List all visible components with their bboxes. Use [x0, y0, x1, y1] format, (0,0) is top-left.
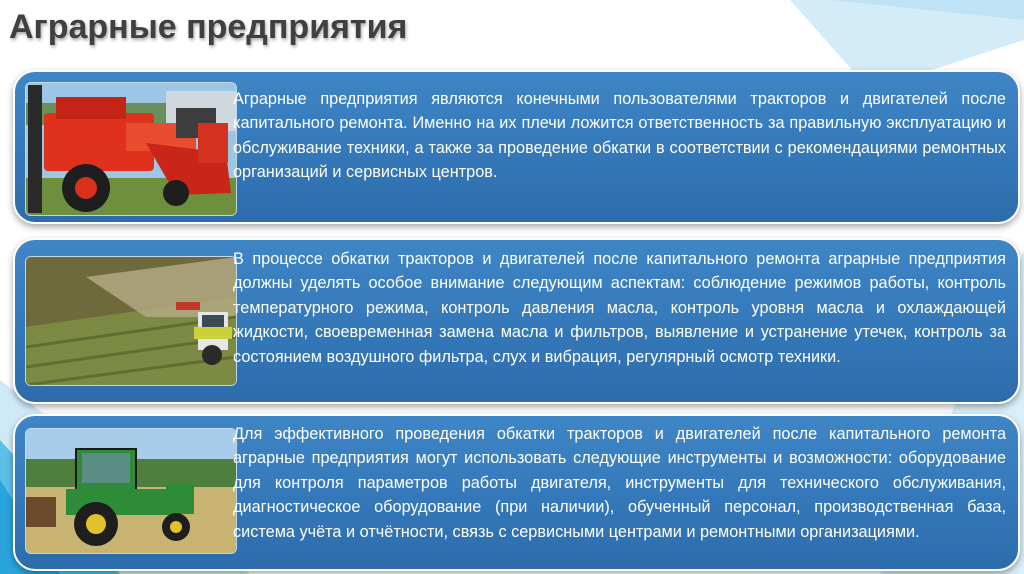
page-title: Аграрные предприятия	[9, 8, 408, 46]
info-card-2	[13, 238, 1020, 404]
info-card-1	[13, 70, 1020, 224]
red-tractor-photo	[25, 82, 237, 216]
combine-field-photo	[25, 256, 237, 386]
info-card-3	[13, 414, 1020, 571]
card-3-text: Для эффективного проведения обкатки тракторов и двигателей после капитального ремонта аграрные предприятия могут использовать следующие инструменты и возможности: оборудование для контроля параметров работы двигателя, инструменты для технического обслуживания, диагностическое оборудование (при наличии), обученный персонал, производственная база, система учёта и отчётности, связь с сервисными центрами и ремонтными организациями.	[233, 425, 1006, 541]
card-1-text: Аграрные предприятия являются конечными пользователями тракторов и двигателей после капитального ремонта. Именно на их плечи ложится ответственность за правильную эксплуатацию и обслуживание техники, а также за проведение обкатки в соответствии с рекомендациями ремонтных организаций и сервисных центров.	[233, 90, 1006, 182]
green-tractor-photo	[25, 428, 237, 554]
card-2-text: В процессе обкатки тракторов и двигателей после капитального ремонта аграрные предприятия должны уделять особое внимание следующим аспектам: соблюдение режимов работы, контроль температурного режима, контроль давления масла, контроль уровня масла и охлаждающей жидкости, своевременная замена масла и фильтров, выявление и устранение утечек, контроль за состоянием воздушного фильтра, слух и вибрация, регулярный осмотр техники.	[233, 250, 1006, 366]
